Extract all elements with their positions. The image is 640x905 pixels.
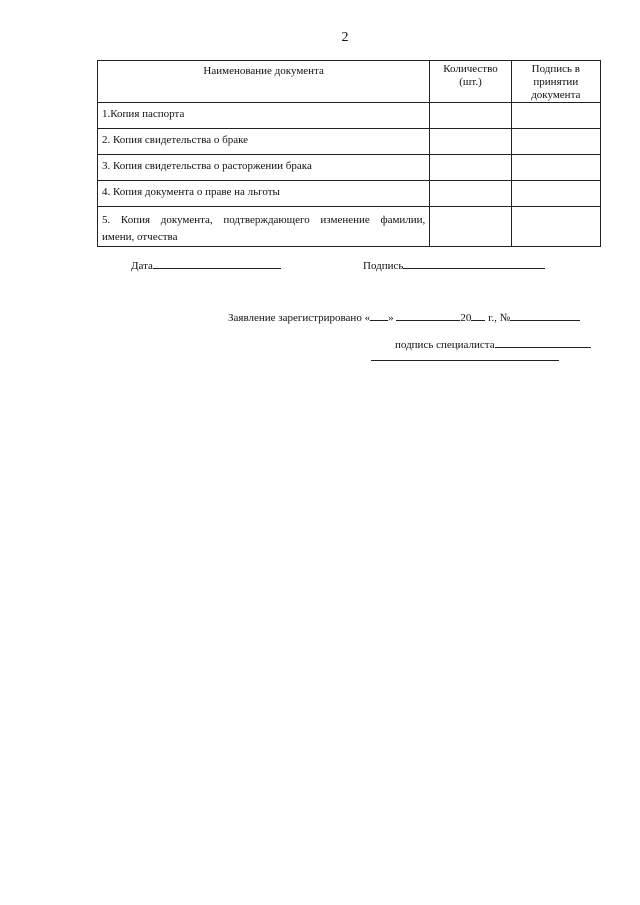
specialist-name-blank[interactable] bbox=[371, 360, 559, 361]
table-row bbox=[98, 181, 601, 207]
signature-field bbox=[363, 258, 545, 272]
header-signature: Подпись в принятии документа bbox=[511, 61, 600, 103]
specialist-signature-label: подпись специалиста bbox=[395, 339, 495, 351]
signature-cell bbox=[511, 129, 600, 155]
quantity-cell bbox=[430, 207, 511, 247]
quantity-cell bbox=[430, 181, 511, 207]
table-header-row bbox=[98, 61, 601, 103]
table-row bbox=[98, 129, 601, 155]
quantity-cell bbox=[430, 103, 511, 129]
signature-cell bbox=[511, 155, 600, 181]
document-name-cell: 4. Копия документа о праве на льготы bbox=[98, 181, 430, 207]
table-row bbox=[98, 155, 601, 181]
documents-table bbox=[97, 60, 601, 247]
signature-cell bbox=[511, 181, 600, 207]
document-name-cell: 3. Копия свидетельства о расторжении брака bbox=[98, 155, 430, 181]
document-name-cell: 1.Копия паспорта bbox=[98, 103, 430, 129]
table-row bbox=[98, 207, 601, 247]
date-field bbox=[131, 258, 281, 272]
registration-year-suffix: г., № bbox=[488, 312, 511, 324]
signature-blank[interactable] bbox=[403, 258, 545, 269]
page-number: 2 bbox=[341, 30, 349, 45]
quantity-cell bbox=[430, 129, 511, 155]
document-name-line-1: 5. Копия документа, подтверждающего изменение фамилии, bbox=[102, 214, 426, 226]
registration-quote-close: » bbox=[388, 312, 394, 324]
registration-month-blank[interactable] bbox=[396, 310, 460, 321]
quantity-cell bbox=[430, 155, 511, 181]
registration-line bbox=[228, 310, 580, 324]
signature-cell bbox=[511, 103, 600, 129]
header-document-name: Наименование документа bbox=[98, 61, 430, 103]
specialist-signature-blank[interactable] bbox=[495, 337, 591, 348]
table-row bbox=[98, 103, 601, 129]
signature-label: Подпись bbox=[363, 260, 404, 272]
signature-cell bbox=[511, 207, 600, 247]
registration-year-blank[interactable] bbox=[471, 310, 485, 321]
registration-day-blank[interactable] bbox=[370, 310, 388, 321]
document-name-cell bbox=[98, 207, 430, 247]
date-blank[interactable] bbox=[153, 258, 281, 269]
document-name-line-2: имени, отчества bbox=[102, 231, 178, 243]
registration-prefix: Заявление зарегистрировано « bbox=[228, 312, 371, 324]
registration-year-prefix: 20 bbox=[460, 312, 472, 324]
specialist-signature-field bbox=[395, 337, 591, 351]
date-label: Дата bbox=[131, 260, 153, 272]
registration-number-blank[interactable] bbox=[510, 310, 580, 321]
document-name-cell: 2. Копия свидетельства о браке bbox=[98, 129, 430, 155]
header-quantity: Количество (шт.) bbox=[430, 61, 511, 103]
